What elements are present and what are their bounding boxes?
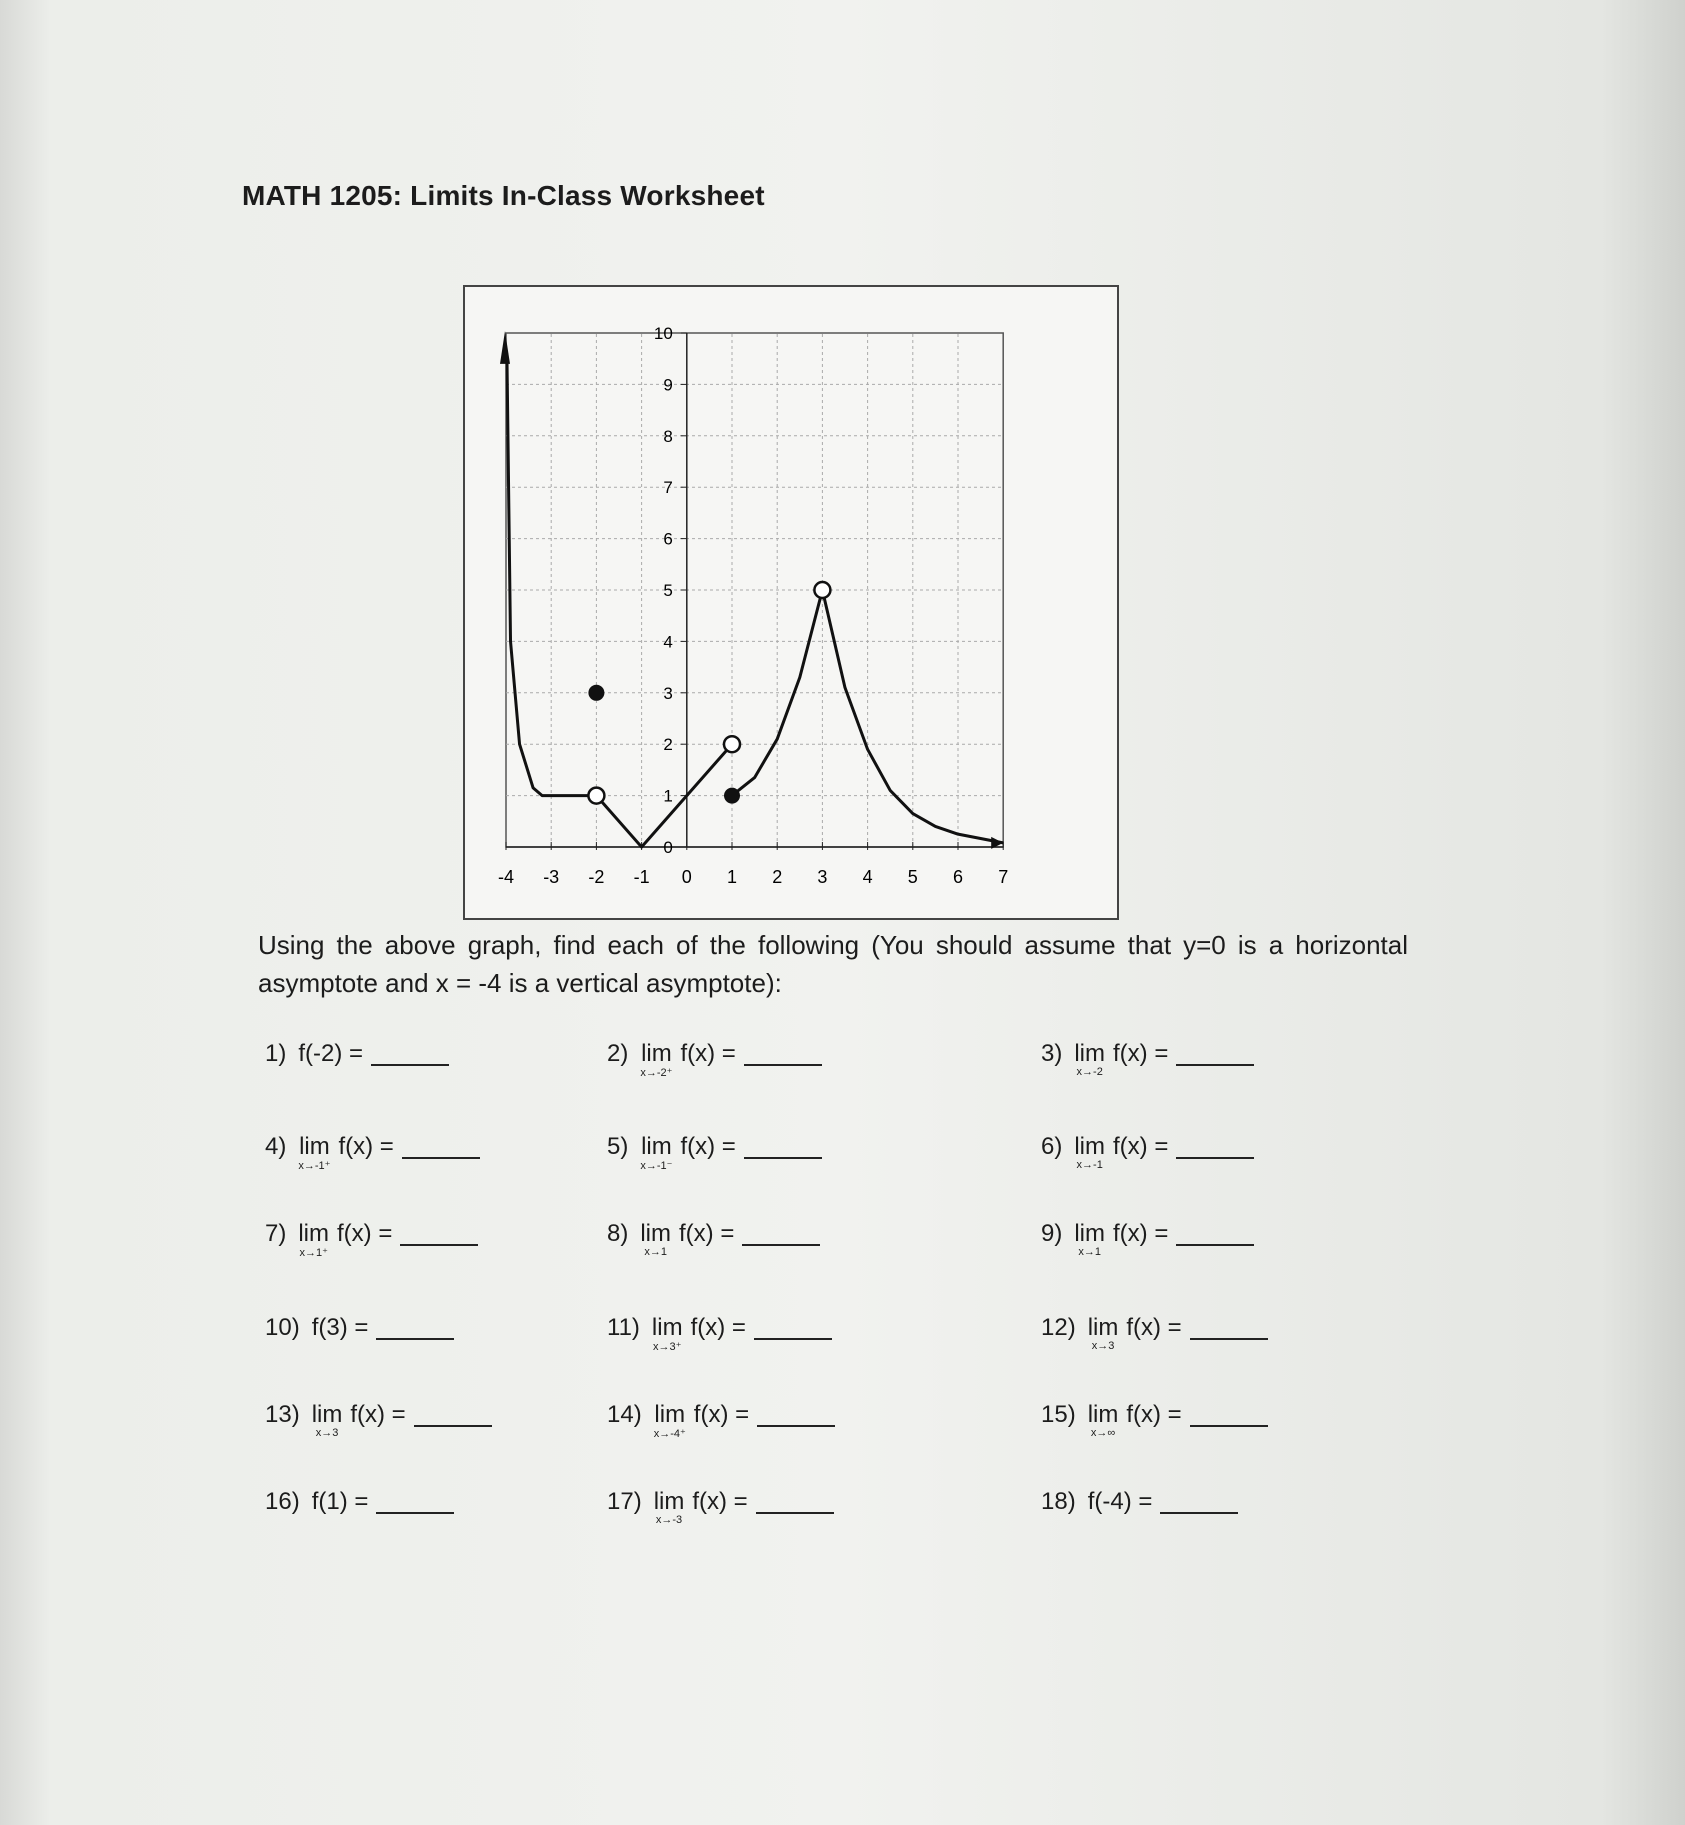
- x-tick-label: -2: [588, 867, 605, 887]
- limit-subscript: x→1⁺: [299, 1247, 328, 1259]
- answer-blank[interactable]: [414, 1401, 492, 1427]
- answer-blank[interactable]: [376, 1314, 454, 1340]
- limit-operator: [1074, 1133, 1105, 1171]
- limit-operator: [640, 1133, 672, 1172]
- problem-number: 16): [265, 1488, 300, 1515]
- problem-number: 6): [1041, 1133, 1063, 1160]
- limit-operator: [1074, 1040, 1105, 1078]
- limit-subscript: x→∞: [1090, 1427, 1116, 1439]
- limit-operator: [652, 1314, 683, 1353]
- limit-operator: [298, 1133, 330, 1172]
- expression: f(x) =: [1113, 1220, 1169, 1247]
- lim-label: lim: [641, 1133, 672, 1160]
- problem-number: 10): [265, 1314, 300, 1341]
- limit-operator: [654, 1488, 685, 1526]
- limit-subscript: x→-2: [1076, 1066, 1103, 1078]
- problem-number: 3): [1041, 1040, 1063, 1067]
- expression: f(x) =: [680, 1040, 736, 1067]
- problem-number: 9): [1041, 1220, 1063, 1247]
- expression: f(x) =: [350, 1401, 406, 1428]
- function-graph: [463, 285, 1119, 920]
- expression: f(x) =: [338, 1133, 394, 1160]
- expression: f(x) =: [692, 1488, 748, 1515]
- y-tick-label: 4: [663, 632, 673, 652]
- limit-operator: [640, 1220, 671, 1258]
- x-tick-label: 0: [681, 867, 692, 887]
- expression: f(1) =: [311, 1488, 369, 1515]
- expression: f(x) =: [1126, 1314, 1182, 1341]
- x-tick-label: 5: [907, 867, 918, 887]
- problem-number: 8): [607, 1220, 629, 1247]
- answer-blank[interactable]: [742, 1220, 820, 1246]
- limit-operator: [654, 1401, 686, 1440]
- expression: f(x) =: [337, 1220, 393, 1247]
- problem-18: [1041, 1488, 1238, 1516]
- x-tick-label: 4: [862, 867, 873, 887]
- lim-label: lim: [299, 1133, 330, 1160]
- instructions: Using the above graph, find each of the following (You should assume that y=0 is a horizontal asymptote and x = -4 is a vertical asymptote):: [258, 930, 1408, 998]
- answer-blank[interactable]: [376, 1488, 454, 1514]
- problem-17: [607, 1488, 834, 1526]
- x-tick-label: 7: [998, 867, 1009, 887]
- arrow-up-icon: [500, 331, 510, 364]
- lim-label: lim: [640, 1220, 671, 1247]
- limit-subscript: x→-4⁺: [653, 1428, 686, 1440]
- open-point: [588, 788, 604, 804]
- problem-number: 18): [1041, 1488, 1076, 1515]
- worksheet-title: MATH 1205: Limits In-Class Worksheet: [242, 180, 765, 211]
- limit-subscript: x→-2⁺: [640, 1067, 673, 1079]
- answer-blank[interactable]: [1160, 1488, 1238, 1514]
- x-tick-label: -1: [633, 867, 650, 887]
- problem-number: 5): [607, 1133, 629, 1160]
- limit-subscript: x→3: [1091, 1340, 1115, 1352]
- answer-blank[interactable]: [400, 1220, 478, 1246]
- problem-number: 14): [607, 1401, 642, 1428]
- answer-blank[interactable]: [1176, 1133, 1254, 1159]
- limit-operator: [1088, 1401, 1119, 1439]
- expression: f(x) =: [1126, 1401, 1182, 1428]
- y-tick-label: 2: [663, 735, 673, 755]
- limit-subscript: x→-3: [655, 1514, 683, 1526]
- limit-subscript: x→-1: [1076, 1159, 1103, 1171]
- answer-blank[interactable]: [1176, 1220, 1254, 1246]
- graph-svg: [465, 287, 1117, 918]
- problem-15: [1041, 1401, 1268, 1439]
- expression: f(-2) =: [298, 1040, 364, 1067]
- limit-subscript: x→-1⁻: [640, 1160, 673, 1172]
- closed-point: [724, 788, 740, 804]
- lim-label: lim: [641, 1040, 672, 1067]
- answer-blank[interactable]: [756, 1488, 834, 1514]
- lim-label: lim: [1074, 1040, 1105, 1067]
- limit-subscript: x→1: [1078, 1246, 1101, 1258]
- problem-11: [607, 1314, 832, 1353]
- x-tick-label: -3: [543, 867, 560, 887]
- closed-point: [588, 685, 604, 701]
- problem-14: [607, 1401, 835, 1440]
- x-tick-label: 1: [726, 867, 738, 887]
- answer-blank[interactable]: [1176, 1040, 1254, 1066]
- y-tick-label: 6: [663, 529, 673, 549]
- limit-operator: [298, 1220, 329, 1259]
- x-tick-label: 3: [817, 867, 828, 887]
- y-tick-label: 1: [663, 786, 673, 806]
- limit-operator: [312, 1401, 343, 1439]
- lim-label: lim: [1087, 1314, 1119, 1341]
- problem-12: [1041, 1314, 1268, 1352]
- problem-13: [265, 1401, 492, 1439]
- problem-number: 11): [607, 1314, 640, 1341]
- answer-blank[interactable]: [757, 1401, 835, 1427]
- x-tick-label: 2: [772, 867, 783, 887]
- problem-7: [265, 1220, 478, 1259]
- problem-number: 4): [265, 1133, 287, 1160]
- problem-5: [607, 1133, 822, 1172]
- limit-subscript: x→3: [315, 1427, 339, 1439]
- lim-label: lim: [1087, 1401, 1119, 1428]
- answer-blank[interactable]: [1190, 1401, 1268, 1427]
- problem-16: [265, 1488, 454, 1516]
- x-tick-label: 6: [952, 867, 964, 887]
- limit-operator: [640, 1040, 672, 1079]
- problem-number: 13): [265, 1401, 300, 1428]
- problem-number: 7): [265, 1220, 287, 1247]
- problem-6: [1041, 1133, 1254, 1171]
- problem-number: 17): [607, 1488, 642, 1515]
- problem-number: 1): [265, 1040, 287, 1067]
- lim-label: lim: [653, 1488, 685, 1515]
- problem-8: [607, 1220, 820, 1258]
- problem-4: [265, 1133, 480, 1172]
- lim-label: lim: [1074, 1220, 1105, 1247]
- open-point: [814, 582, 830, 598]
- expression: f(3) =: [311, 1314, 369, 1341]
- y-tick-label: 9: [663, 375, 673, 395]
- expression: f(x) =: [680, 1133, 736, 1160]
- y-tick-label: 10: [653, 324, 673, 343]
- problem-1: [265, 1040, 449, 1068]
- lim-label: lim: [651, 1314, 683, 1341]
- problem-3: [1041, 1040, 1254, 1078]
- limit-subscript: x→-1⁺: [298, 1160, 331, 1172]
- problem-number: 15): [1041, 1401, 1076, 1428]
- problem-number: 12): [1041, 1314, 1076, 1341]
- answer-blank[interactable]: [744, 1040, 822, 1066]
- problem-number: 2): [607, 1040, 629, 1067]
- answer-blank[interactable]: [371, 1040, 449, 1066]
- expression: f(x) =: [690, 1314, 746, 1341]
- y-tick-label: 3: [663, 683, 673, 703]
- expression: f(x) =: [1113, 1040, 1169, 1067]
- problem-2: [607, 1040, 822, 1079]
- problem-9: [1041, 1220, 1254, 1258]
- limit-operator: [1088, 1314, 1119, 1352]
- answer-blank[interactable]: [744, 1133, 822, 1159]
- y-tick-label: 5: [663, 581, 673, 600]
- problem-10: [265, 1314, 454, 1342]
- expression: f(x) =: [679, 1220, 735, 1247]
- limit-subscript: x→3⁺: [653, 1341, 682, 1353]
- open-point: [724, 736, 740, 752]
- y-tick-label: 8: [663, 426, 673, 446]
- answer-blank[interactable]: [1190, 1314, 1268, 1340]
- lim-label: lim: [654, 1401, 686, 1428]
- x-tick-label: -4: [497, 867, 515, 887]
- y-tick-label: 0: [663, 838, 673, 857]
- answer-blank[interactable]: [754, 1314, 832, 1340]
- lim-label: lim: [1074, 1133, 1105, 1160]
- limit-operator: [1074, 1220, 1105, 1258]
- expression: f(-4) =: [1087, 1488, 1153, 1515]
- lim-label: lim: [298, 1220, 329, 1247]
- limit-subscript: x→1: [644, 1246, 667, 1258]
- answer-blank[interactable]: [402, 1133, 480, 1159]
- y-tick-label: 7: [663, 478, 673, 498]
- expression: f(x) =: [693, 1401, 750, 1428]
- lim-label: lim: [311, 1401, 343, 1428]
- expression: f(x) =: [1113, 1133, 1169, 1160]
